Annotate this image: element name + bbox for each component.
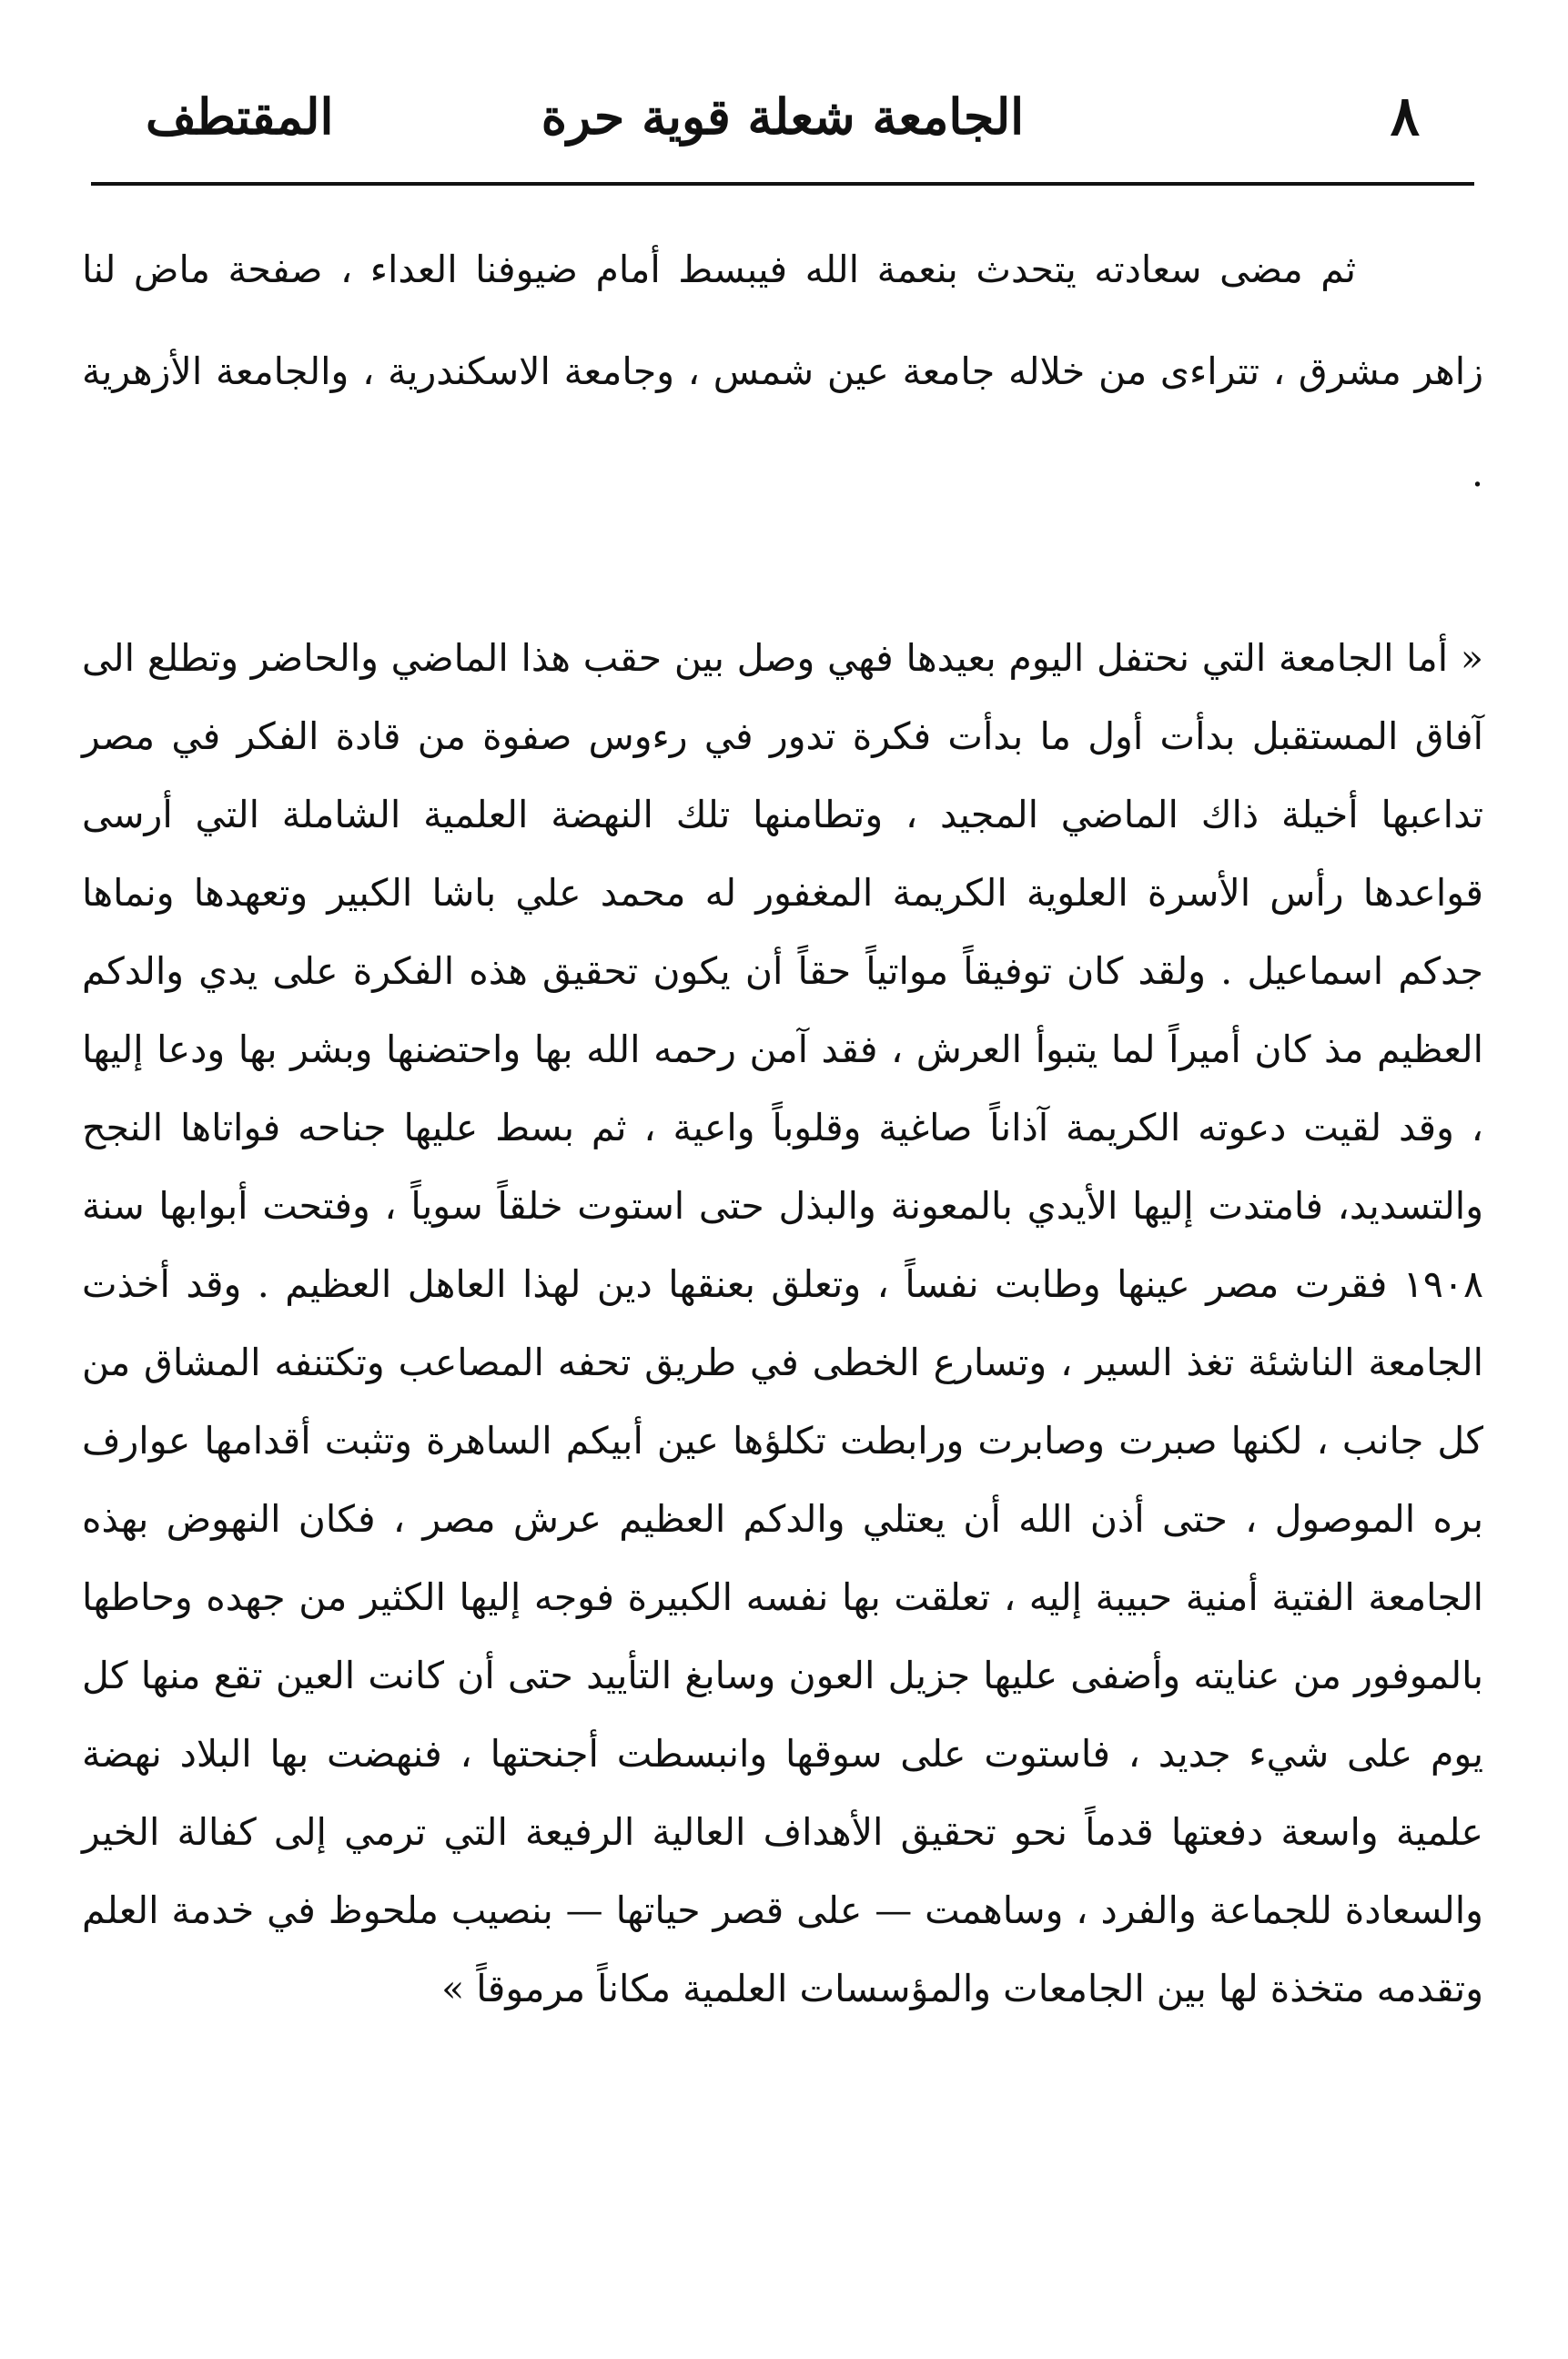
page-header bbox=[146, 80, 1420, 153]
paragraph-1: ثم مضى سعادته يتحدث بنعمة الله فيبسط أمام ضيوفنا العداء ، صفحة ماض لنا زاهر مشرق ، تتراءى من خلاله جامعة عين شمس ، وجامعة الاسكندرية ، والجامعة الأزهرية . bbox=[82, 248, 1483, 495]
journal-name: المقتطف bbox=[146, 87, 334, 146]
page-number: ٨ bbox=[1390, 85, 1420, 148]
paragraph-2: « أما الجامعة التي نحتفل اليوم بعيدها فهي وصل بين حقب هذا الماضي والحاضر وتطلع الى آفاق المستقبل بدأت أول ما بدأت فكرة تدور في رءوس صفوة من قادة الفكر في مصر تداعبها أخيلة ذاك الماضي المجيد ، وتطامنها تلك النهضة العلمية الشاملة التي أرسى قواعدها رأس الأسرة العلوية الكريمة المغفور له محمد علي باشا الكبير وتعهدها ونماها جدكم اسماعيل . ولقد كان توفيقاً مواتياً حقاً أن يكون تحقيق هذه الفكرة على يدي والدكم العظيم مذ كان أميراً لما يتبوأ العرش ، فقد آمن رحمه الله بها واحتضنها وبشر بها ودعا إليها ، وقد لقيت دعوته الكريمة آذاناً صاغية وقلوباً واعية ، ثم بسط عليها جناحه فواتاها النجح والتسديد، فامتدت إليها الأيدي بالمعونة والبذل حتى استوت خلقاً سوياً ، وفتحت أبوابها سنة ١٩٠٨ فقرت مصر عينها وطابت نفساً ، وتعلق بعنقها دين لهذا العاهل العظيم . وقد أخذت الجامعة الناشئة تغذ السير ، وتسارع الخطى في طريق تحفه المصاعب وتكتنفه المشاق من كل جانب ، لكنها صبرت وصابرت ورابطت تكلؤها عين أبيكم الساهرة وتثبت أقدامها عوارف بره الموصول ، حتى أذن الله أن يعتلي والدكم العظيم عرش مصر ، فكان النهوض بهذه الجامعة الفتية أمنية حبيبة إليه ، تعلقت بها نفسه الكبيرة فوجه إليها الكثير من جهده وحاطها بالموفور من عنايته وأضفى عليها جزيل العون وسابغ التأييد حتى أن كانت العين تقع منها كل يوم على شيء جديد ، فاستوت على سوقها وانبسطت أجنحتها ، فنهضت بها البلاد نهضة علمية واسعة دفعتها قدماً نحو تحقيق الأهداف العالية الرفيعة التي ترمي إلى كفالة الخير والسعادة للجماعة والفرد ، وساهمت — على قصر حياتها — بنصيب ملحوظ في خدمة العلم وتقدمه متخذة لها بين الجامعات والمؤسسات العلمية مكاناً مرموقاً » bbox=[82, 636, 1483, 2010]
header-rule bbox=[91, 182, 1474, 186]
running-title: الجامعة شعلة قوية حرة bbox=[541, 87, 1025, 146]
